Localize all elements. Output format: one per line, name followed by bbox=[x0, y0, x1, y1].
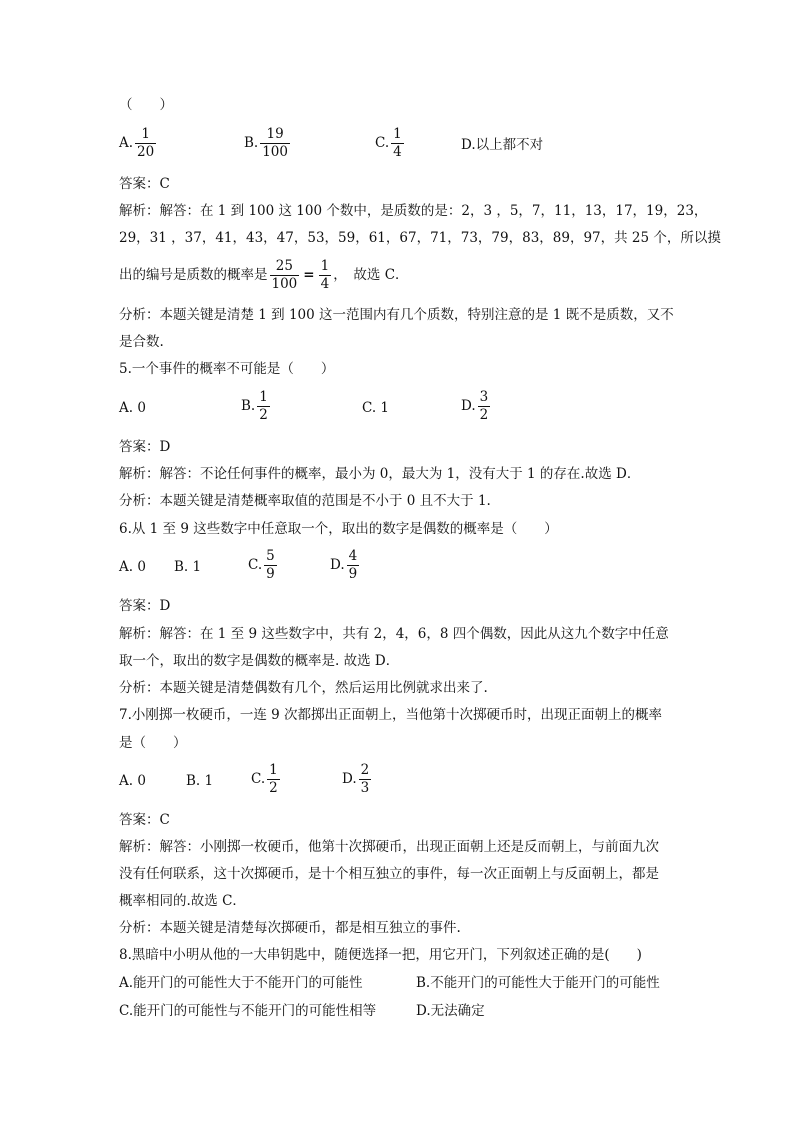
fraction: $\frac{4}{9}$ bbox=[348, 548, 358, 582]
q7-option-a[interactable]: A. 0 bbox=[119, 773, 146, 789]
q7-analysis: 分析：本题关键是清楚每次掷硬币，都是相互独立的事件. bbox=[119, 920, 461, 936]
fraction: $\frac{1}{2}$ bbox=[259, 389, 268, 423]
q6-option-b[interactable]: B. 1 bbox=[174, 559, 202, 575]
fraction: $\frac{1}{20}$ bbox=[137, 126, 155, 160]
q8-option-b[interactable]: B.不能开门的可能性大于能开门的可能性 bbox=[416, 975, 660, 991]
q7-explanation-line-3: 概率相同的.故选 C． bbox=[119, 893, 246, 909]
q4-explanation-line-2: 29，31 ，37，41，43，47，53，59，61，67，71，73，79，83，89，97，共 25 个，所以摸 bbox=[119, 230, 721, 246]
q5-explanation: 解析：解答：不论任何事件的概率，最小为 0，最大为 1，没有大于 1 的存在.故选 D． bbox=[119, 466, 641, 482]
option-label: C. bbox=[251, 771, 266, 787]
q8-option-d[interactable]: D.无法确定 bbox=[416, 1003, 485, 1019]
q5-stem: 5.一个事件的概率不可能是（ ） bbox=[119, 361, 335, 377]
option-label: D. bbox=[330, 557, 345, 573]
q6-explanation-line-2: 取一个，取出的数字是偶数的概率是. 故选 D． bbox=[119, 653, 400, 669]
q6-stem: 6.从 1 至 9 这些数字中任意取一个，取出的数字是偶数的概率是（ ） bbox=[119, 521, 558, 537]
fraction: $\frac{25}{100}$ bbox=[271, 258, 298, 292]
option-label: B. bbox=[241, 398, 256, 414]
q8-option-a[interactable]: A.能开门的可能性大于不能开门的可能性 bbox=[119, 975, 363, 991]
q4-stem-tail: （ ） bbox=[119, 97, 173, 113]
fraction: $\frac{1}{4}$ bbox=[320, 258, 330, 292]
q6-option-a[interactable]: A. 0 bbox=[119, 559, 146, 575]
fraction: $\frac{3}{2}$ bbox=[479, 389, 489, 423]
fraction: $\frac{19}{100}$ bbox=[262, 126, 288, 160]
q8-stem: 8.黑暗中小明从他的一大串钥匙中，随便选择一把，用它开门，下列叙述正确的是( ) bbox=[119, 947, 642, 963]
q5-option-c[interactable]: C. 1 bbox=[362, 400, 390, 416]
q6-analysis: 分析：本题关键是清楚偶数有几个，然后运用比例就求出来了. bbox=[119, 680, 488, 696]
q4-option-a[interactable] bbox=[119, 126, 158, 161]
q6-explanation-line-1: 解析：解答：在 1 至 9 这些数字中，共有 2，4，6，8 四个偶数，因此从这九个数字中任意 bbox=[119, 626, 669, 642]
q6-option-d[interactable] bbox=[330, 548, 361, 583]
q6-answer: 答案：D bbox=[119, 598, 171, 614]
q8-option-c[interactable]: C.能开门的可能性与不能开门的可能性相等 bbox=[119, 1003, 377, 1019]
q5-option-a[interactable]: A. 0 bbox=[119, 400, 146, 416]
fraction: $\frac{5}{9}$ bbox=[266, 548, 275, 582]
q7-answer: 答案：C bbox=[119, 812, 170, 828]
q4-option-c[interactable] bbox=[375, 126, 406, 161]
q5-option-d[interactable] bbox=[461, 389, 492, 424]
q5-answer: 答案：D bbox=[119, 439, 171, 455]
q7-stem-line-2: 是（ ） bbox=[119, 735, 187, 751]
q7-option-c[interactable] bbox=[251, 762, 282, 797]
option-label: D.以上都不对 bbox=[461, 137, 544, 153]
option-label: C. bbox=[248, 557, 263, 573]
q4-answer: 答案：C bbox=[119, 176, 170, 192]
option-label: D. bbox=[461, 398, 476, 414]
fraction: $\frac{1}{4}$ bbox=[393, 126, 402, 160]
q7-option-b[interactable]: B. 1 bbox=[186, 773, 214, 789]
q4-explanation-line-1: 解析：解答：在 1 到 100 这 100 个数中，是质数的是：2，3 ，5，7，11，13，17，19，23， bbox=[119, 203, 708, 219]
q4-option-b[interactable] bbox=[244, 126, 292, 161]
option-label: C. bbox=[375, 135, 390, 151]
q4-explanation-line-3: 出的编号是质数的概率是 $\frac{25}{100}$ = $\frac{1}{4}$ ， 故选 C． bbox=[119, 258, 409, 292]
fraction: $\frac{1}{2}$ bbox=[269, 762, 278, 796]
q7-option-d[interactable] bbox=[342, 762, 373, 797]
q4-option-d[interactable] bbox=[461, 136, 543, 154]
q7-stem-line-1: 7.小刚掷一枚硬币，一连 9 次都掷出正面朝上，当他第十次掷硬币时，出现正面朝上的概率 bbox=[119, 707, 663, 723]
option-label: A. bbox=[119, 135, 134, 151]
q7-explanation-line-2: 没有任何联系，这十次掷硬币，是十个相互独立的事件，每一次正面朝上与反面朝上，都是 bbox=[119, 866, 659, 882]
q7-explanation-line-1: 解析：解答：小刚掷一枚硬币，他第十次掷硬币，出现正面朝上还是反而朝上，与前面九次 bbox=[119, 839, 659, 855]
q4-analysis-line-2: 是合数. bbox=[119, 334, 164, 350]
q6-option-c[interactable] bbox=[248, 548, 279, 583]
option-label: B. bbox=[244, 135, 259, 151]
q5-option-b[interactable] bbox=[241, 389, 272, 424]
q4-analysis-line-1: 分析：本题关键是清楚 1 到 100 这一范围内有几个质数，特别注意的是 1 既不是质数，又不 bbox=[119, 307, 674, 323]
fraction: $\frac{2}{3}$ bbox=[360, 762, 370, 796]
q5-analysis: 分析：本题关键是清楚概率取值的范围是不小于 0 且不大于 1. bbox=[119, 493, 491, 509]
option-label: D. bbox=[342, 771, 357, 787]
